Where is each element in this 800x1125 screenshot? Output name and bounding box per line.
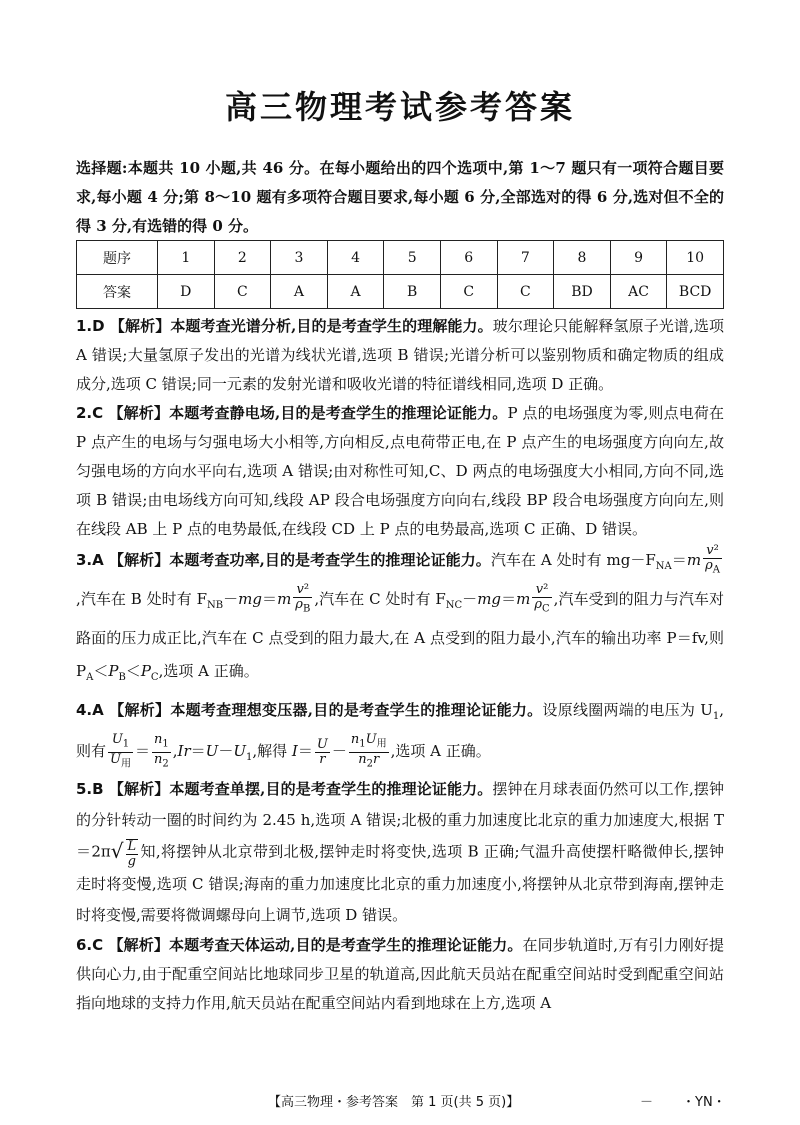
table-row-answers	[77, 275, 724, 309]
solution-item-3: 3.A 【解析】本题考查功率,目的是考查学生的推理论证能力。汽车在 A 处时有 $mg-F_{NA}=m$ $\frac{\text{v²}}{\rho_A}$ ,汽车在 B 处时有 $F_{NB}-mg=m$ $\frac{\text{v²}}{\rho_B}$ ,汽车在 C 处时有 $F_{NC}-mg=m$ $\frac{\text{v²}}{\rho_C}$ ,汽车受到的阻力与汽车对路面的压力成正比,汽车在 C 点受到的阻力最大,在 A 点受到的阻力最小,汽车的输出功率 P＝fv,则 $P_A<P_B<P_C$,选项 A 正确。	[76, 543, 724, 683]
table-cell: 9	[610, 241, 667, 275]
answer-table	[76, 240, 724, 309]
table-cell: 3	[271, 241, 328, 275]
section-intro: 选择题:本题共 10 小题,共 46 分。在每小题给出的四个选项中,第 1～7 题只有一项符合题目要求,每小题 4 分;第 8～10 题有多项符合题目要求,每小题 6 分,全部选对的得 6 分,选对但不全的得 3 分,有选错的得 0 分。	[76, 159, 724, 235]
fraction: $\frac{\text{v²}}{\rho_B}$	[295, 582, 311, 615]
item-text: 在同步轨道时,万有引力刚好提供向心力,由于配重空间站比地球同步卫星的轨道高,因此航天员站在配重空间站时受到配重空间站指向地球的支持力作用,航天员站在配重空间站内看到地球在上方,选项 A	[76, 936, 724, 1013]
item-tag: 3.A 【解析】	[76, 551, 170, 569]
table-cell: C	[440, 275, 497, 309]
table-cell: 5	[384, 241, 441, 275]
table-cell: D	[158, 275, 215, 309]
table-cell: 1	[158, 241, 215, 275]
table-cell: A	[271, 275, 328, 309]
item-text: 摆钟在月球表面仍然可以工作,摆钟的分针转动一圈的时间约为 2.45 h,选项 A 错误;北极的重力加速度比北京的重力加速度大,根据 T＝2π	[76, 780, 724, 861]
item-tag: 4.A 【解析】	[76, 701, 171, 719]
table-cell: AC	[610, 275, 667, 309]
solutions	[76, 312, 724, 1018]
item-text: 知,将摆钟从北京带到北极,摆钟走时将变快,选项 B 正确;气温升高使摆杆略微伸长,摆钟走时将变慢,选项 C 错误;海南的重力加速度比北京的重力加速度小,将摆钟从北京带到海南,摆钟走时将变慢,需要将微调螺母向上调节,选项 D 错误。	[76, 842, 724, 925]
table-cell: 7	[497, 241, 554, 275]
item-lead: 本题考查单摆,目的是考查学生的推理论证能力。	[169, 780, 493, 799]
table-cell: 4	[327, 241, 384, 275]
table-cell: 2	[214, 241, 271, 275]
fraction: $\frac{U_1}{U_用}$	[110, 732, 131, 770]
item-lead: 本题考查理想变压器,目的是考查学生的推理论证能力。	[170, 701, 543, 719]
fraction: $\frac{\text{v²}}{\rho_A}$	[705, 543, 720, 576]
table-head-number: 题序	[77, 241, 158, 275]
item-text: 设原线圈两端的电压为 U	[542, 701, 713, 719]
footer-mark: －	[640, 1095, 654, 1110]
item-lead: 本题考查天体运动,目的是考查学生的推理论证能力。	[169, 936, 523, 955]
table-cell: C	[497, 275, 554, 309]
table-cell: C	[214, 275, 271, 309]
item-text: ,汽车在 B 处时有 F	[76, 590, 207, 608]
fraction: $\frac{n_1}{n_2}$	[154, 732, 169, 770]
item-lead: 本题考查光谱分析,目的是考查学生的理解能力。	[170, 317, 493, 335]
fraction: $\frac{\text{v²}}{\rho_C}$	[534, 582, 550, 615]
solution-item-6	[76, 931, 724, 1018]
footer-page-info: 【高三物理・参考答案 第 1 页(共 5 页)】	[268, 1095, 520, 1110]
item-text: ,选项 A 正确。	[158, 662, 259, 680]
solution-item-4: 4.A 【解析】本题考查理想变压器,目的是考查学生的推理论证能力。设原线圈两端的电压为 $U_1$,则有 $\frac{U_1}{U_用}$ ＝ $\frac{n_1}{n_2}$ $,Ir=U-U_1$,解得 I＝ $\frac{U}{r}$ － $\frac{n_1U_用}{n_2r}$ ,选项 A 正确。	[76, 701, 724, 770]
item-text: P 点的电场强度为零,则点电荷在 P 点产生的电场与匀强电场大小相等,方向相反,点电荷带正电,在 P 点产生的电场强度方向向左,故匀强电场的方向水平向右,选项 A 错误;由对称性可知,C、D 两点的电场强度大小相同,方向不同,选项 B 错误;由电场线方向可知,线段 AP 段合电场强度方向向右,线段 BP 段合电场强度方向向左,则在线段 AB 上 P 点的电势最低,在线段 CD 上 P 点的电势最高,选项 C 正确、D 错误。	[76, 404, 724, 538]
table-cell: 6	[440, 241, 497, 275]
item-tag: 1.D 【解析】	[76, 317, 171, 335]
item-tag: 5.B 【解析】	[76, 780, 170, 799]
sqrt-expression: √ $\frac{L}{g}$	[110, 839, 137, 870]
table-cell: BCD	[667, 275, 724, 309]
item-text: ,汽车受到的阻力与汽车对路面的压力成正比,汽车在 C 点受到的阻力最大,在 A 点受到的阻力最小,汽车的输出功率 P＝fv,则 P	[76, 590, 724, 680]
fraction: $\frac{n_1U_用}{n_2r}$	[350, 732, 387, 770]
item-tag: 6.C 【解析】	[76, 936, 170, 955]
table-cell: BD	[554, 275, 611, 309]
footer-code: ・YN・	[682, 1095, 726, 1110]
item-text: 玻尔理论只能解释氢原子光谱,选项 A 错误;大量氢原子发出的光谱为线状光谱,选项 B 错误;光谱分析可以鉴别物质和确定物质的组成成分,选项 C 错误;同一元素的发射光谱和吸收光谱的特征谱线相同,选项 D 正确。	[76, 317, 724, 393]
table-cell: A	[327, 275, 384, 309]
item-tag: 2.C 【解析】	[76, 404, 170, 422]
solution-item-1	[76, 312, 724, 399]
page-title: 高三物理考试参考答案	[224, 88, 575, 126]
solution-item-2	[76, 399, 724, 544]
item-text: 汽车在 A 处时有 mg－F	[490, 551, 656, 569]
item-lead: 本题考查功率,目的是考查学生的推理论证能力。	[169, 551, 491, 569]
item-text: ,汽车在 C 处时有 F	[314, 590, 446, 608]
table-row-numbers	[77, 241, 724, 275]
page-footer	[0, 1091, 800, 1111]
item-text: ,选项 A 正确。	[390, 742, 491, 761]
table-cell: B	[384, 275, 441, 309]
table-cell: 8	[554, 241, 611, 275]
solution-item-5	[76, 774, 724, 931]
table-head-answer: 答案	[77, 275, 158, 309]
item-lead: 本题考查静电场,目的是考查学生的推理论证能力。	[169, 404, 508, 422]
fraction: $\frac{U}{r}$	[316, 736, 328, 767]
table-cell: 10	[667, 241, 724, 275]
